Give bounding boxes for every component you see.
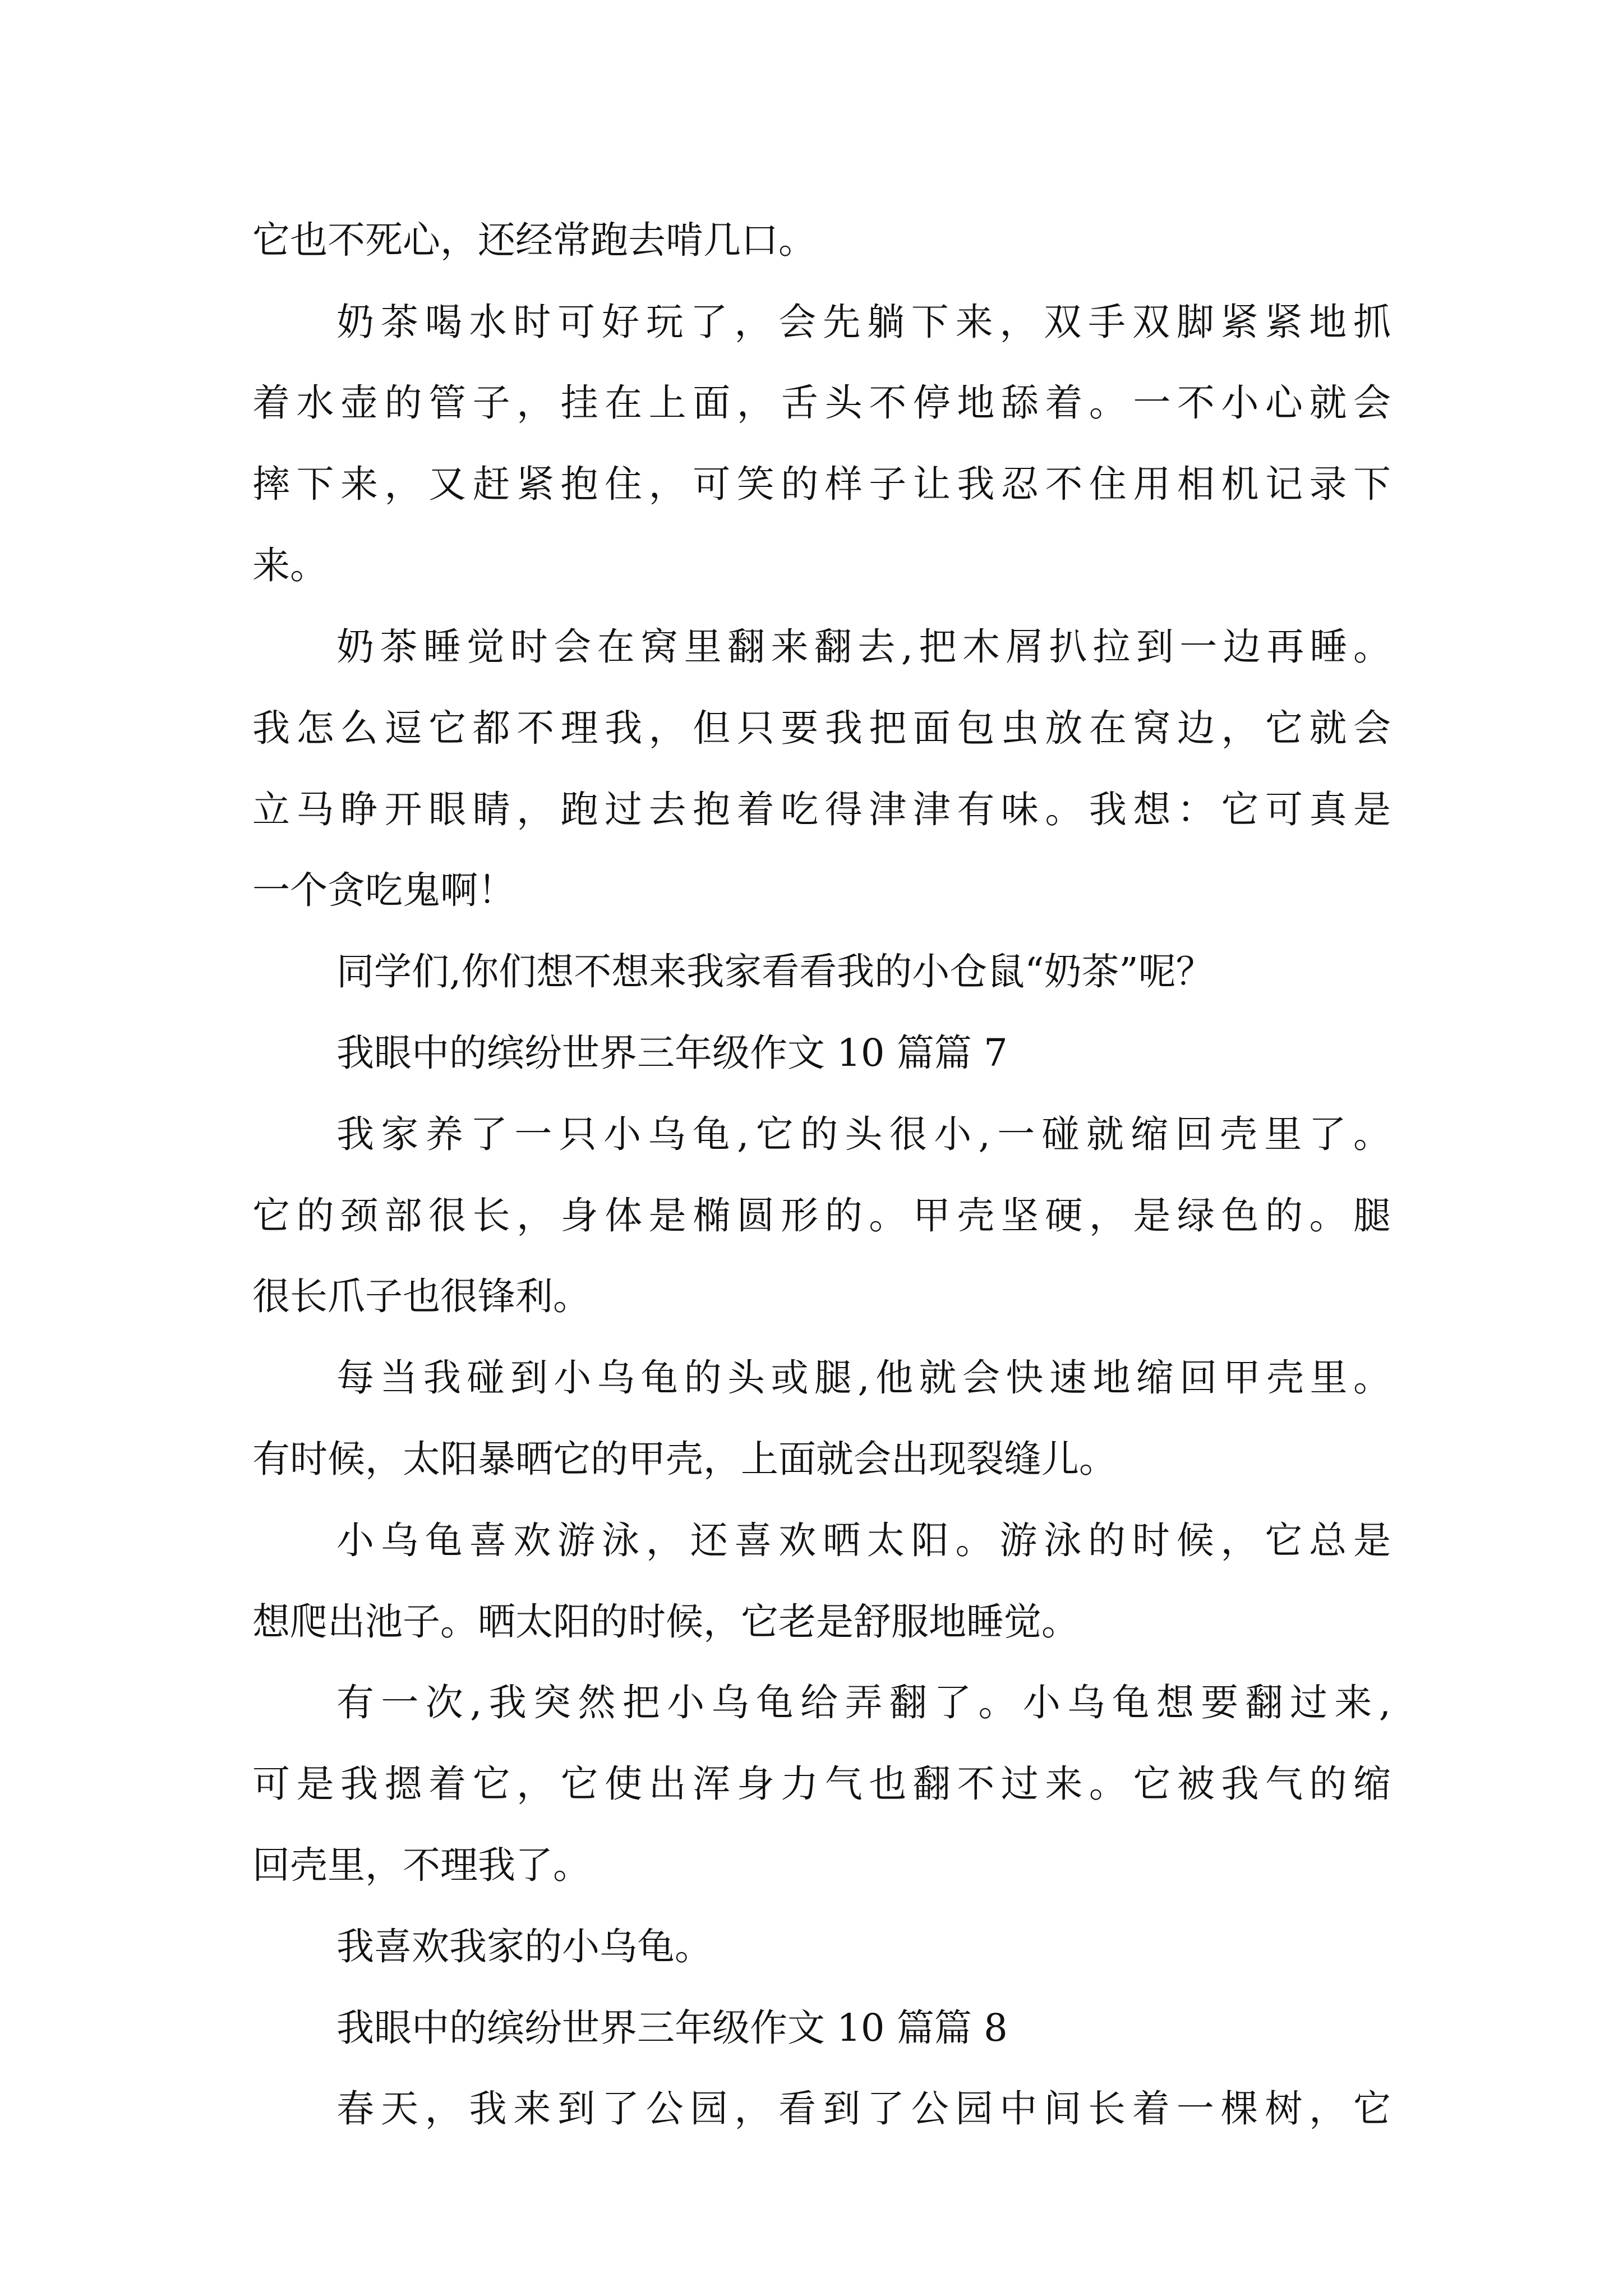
text-line: 有一次,我突然把小乌龟给弄翻了。小乌龟想要翻过来, xyxy=(336,1681,1391,1724)
text-line: 同学们,你们想不想来我家看看我的小仓鼠“奶茶”呢？ xyxy=(336,950,1214,993)
text-line: 回壳里，不理我了。 xyxy=(252,1843,591,1887)
section-heading: 我眼中的缤纷世界三年级作文 10 篇篇 7 xyxy=(336,1031,1008,1075)
text-line: 立马睁开眼睛，跑过去抱着吃得津津有味。我想：它可真是 xyxy=(252,788,1391,831)
text-line: 着水壶的管子，挂在上面，舌头不停地舔着。一不小心就会 xyxy=(252,381,1391,425)
text-line: 我喜欢我家的小乌龟。 xyxy=(336,1925,712,1968)
text-line: 它的颈部很长，身体是椭圆形的。甲壳坚硬，是绿色的。腿 xyxy=(252,1194,1391,1237)
text-line: 它也不死心，还经常跑去啃几口。 xyxy=(252,218,816,262)
text-line: 有时候，太阳暴晒它的甲壳，上面就会出现裂缝儿。 xyxy=(252,1437,1117,1481)
section-heading: 我眼中的缤纷世界三年级作文 10 篇篇 8 xyxy=(336,2006,1008,2050)
text-line: 奶茶喝水时可好玩了，会先躺下来，双手双脚紧紧地抓 xyxy=(336,300,1391,344)
text-line: 奶茶睡觉时会在窝里翻来翻去,把木屑扒拉到一边再睡。 xyxy=(336,625,1391,669)
text-line: 想爬出池子。晒太阳的时候，它老是舒服地睡觉。 xyxy=(252,1600,1079,1644)
text-line: 我家养了一只小乌龟,它的头很小,一碰就缩回壳里了。 xyxy=(336,1112,1391,1156)
text-line: 小乌龟喜欢游泳，还喜欢晒太阳。游泳的时候，它总是 xyxy=(336,1519,1391,1562)
text-line: 来。 xyxy=(252,544,328,587)
text-line: 摔下来，又赶紧抱住，可笑的样子让我忍不住用相机记录下 xyxy=(252,462,1391,506)
text-line: 一个贪吃鬼啊！ xyxy=(252,868,515,912)
text-line: 很长爪子也很锋利。 xyxy=(252,1274,591,1318)
text-line: 我怎么逗它都不理我，但只要我把面包虫放在窝边，它就会 xyxy=(252,706,1391,750)
text-line: 春天，我来到了公园，看到了公园中间长着一棵树，它 xyxy=(336,2087,1391,2131)
text-line: 可是我摁着它，它使出浑身力气也翻不过来。它被我气的缩 xyxy=(252,1762,1391,1806)
text-line: 每当我碰到小乌龟的头或腿,他就会快速地缩回甲壳里。 xyxy=(336,1356,1391,1400)
